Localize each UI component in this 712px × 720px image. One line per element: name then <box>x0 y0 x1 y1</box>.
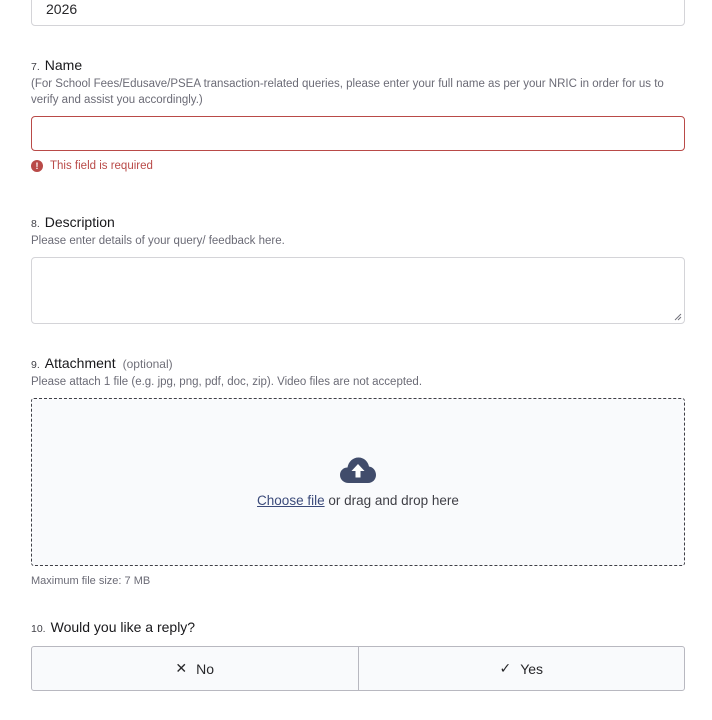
question-description: (For School Fees/Edusave/PSEA transaction-related queries, please enter your full name as per your NRIC in order for us to verify and assist you accordingly.) <box>31 78 664 106</box>
reply-no-button[interactable] <box>32 647 358 690</box>
question-description: Please enter details of your query/ feedback here. <box>31 235 285 247</box>
dropzone-text <box>257 493 459 508</box>
optional-tag: (optional) <box>122 357 173 371</box>
question-number: 7. <box>31 61 40 73</box>
question-description: Please attach 1 file (e.g. jpg, png, pdf, doc, zip). Video files are not accepted. <box>31 376 423 388</box>
year-input-value: 2026 <box>46 1 78 17</box>
reply-question <box>31 619 691 635</box>
check-icon: ✓ <box>499 660 512 676</box>
max-file-size: Maximum file size: 7 MB <box>31 575 151 587</box>
question-number: 10. <box>31 623 46 635</box>
description-textarea[interactable] <box>31 257 685 324</box>
description-label-row <box>31 214 691 230</box>
year-input[interactable] <box>31 0 685 26</box>
name-label-row <box>31 57 691 73</box>
drag-drop-text: or drag and drop here <box>324 493 459 508</box>
x-icon: ✕ <box>175 660 188 676</box>
resize-handle-icon[interactable] <box>674 313 682 321</box>
error-icon: ! <box>31 160 43 172</box>
question-label: Description <box>44 214 115 230</box>
reply-yes-label: Yes <box>520 660 544 677</box>
question-label: Attachment <box>44 355 116 371</box>
name-question <box>31 57 691 108</box>
name-input[interactable] <box>31 116 685 151</box>
reply-no-label: No <box>196 660 215 677</box>
error-text: This field is required <box>50 160 153 172</box>
attachment-question <box>31 355 691 390</box>
name-error <box>31 160 153 172</box>
cloud-upload-icon <box>339 456 377 484</box>
reply-choice-group <box>31 646 685 691</box>
description-question <box>31 214 691 249</box>
reply-yes-button[interactable] <box>358 647 685 690</box>
reply-label-row <box>31 619 691 635</box>
choose-file-link[interactable]: Choose file <box>257 493 325 508</box>
file-dropzone[interactable] <box>31 398 685 566</box>
question-number: 8. <box>31 218 40 230</box>
attachment-label-row <box>31 355 691 371</box>
question-label: Name <box>44 57 83 73</box>
question-label: Would you like a reply? <box>50 619 196 635</box>
question-number: 9. <box>31 359 40 371</box>
